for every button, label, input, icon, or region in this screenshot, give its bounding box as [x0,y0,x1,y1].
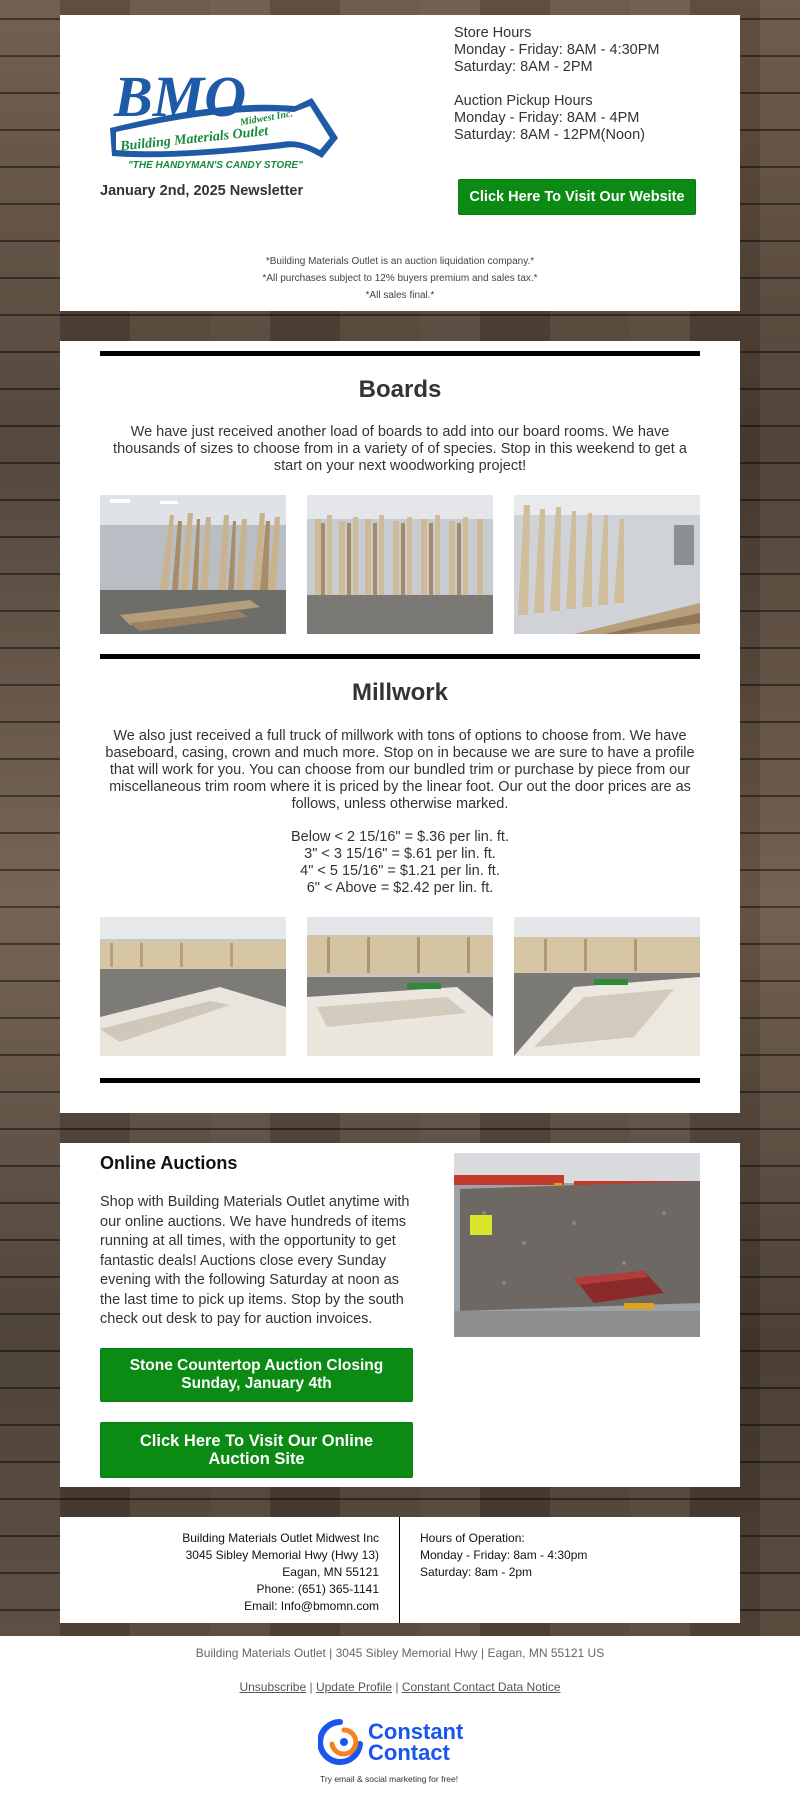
store-hours-saturday: Saturday: 8AM - 2PM [454,59,593,75]
visit-website-button[interactable]: Click Here To Visit Our Website [458,179,696,215]
contact-address-block [60,1517,400,1623]
bmo-logo-graphic [100,50,340,180]
constant-contact-logo-graphic [318,1716,488,1788]
data-notice-link[interactable]: Constant Contact Data Notice [401,1680,561,1694]
contact-hours-saturday: Saturday: 8am - 2pm [420,1565,533,1579]
contact-phone[interactable]: Phone: (651) 365-1141 [256,1582,379,1596]
contact-city: Eagan, MN 55121 [282,1565,379,1579]
store-hours-title: Store Hours [454,25,532,41]
boards-body: We have just received another load of boards to add into our board rooms. We have thousands of sizes to choose from in a variety of of species. Stop in this weekend to get a start on your next woodworking project! [113,424,687,474]
contact-hours-block [420,1530,587,1581]
disclaimer-line-2: *All purchases subject to 12% buyers premium and sales tax.* [262,273,538,284]
contact-hours-weekday: Monday - Friday: 8am - 4:30pm [420,1548,588,1562]
millwork-photo-2[interactable] [307,917,493,1056]
auction-panel [60,1143,740,1487]
pickup-hours-weekday: Monday - Friday: 8AM - 4PM [454,110,640,126]
millwork-price-item: 3" < 3 15/16" = $.61 per lin. ft. [304,846,496,862]
boards-photo-2[interactable] [307,495,493,634]
countertop-auction-button[interactable]: Stone Countertop Auction Closing Sunday, January 4th [100,1348,413,1402]
contact-email[interactable]: Email: Info@bmomn.com [244,1599,379,1613]
constant-contact-logo[interactable] [318,1716,488,1788]
millwork-body: We also just received a full truck of millwork with tons of options to choose from. We have baseboard, casing, crown and much more. Stop on in because we are sure to have a profile that will work for you. You can choose from our bundled trim or purchase by piece from our miscellaneous trim room where it is priced by the linear foot. Our out the door prices are as follows, unless otherwise marked. [105,728,695,812]
millwork-photo-1[interactable] [100,917,286,1056]
logo-brand-text: BMO [114,64,247,129]
cc-brand-line1: Constant [368,1719,464,1744]
footer-address: Building Materials Outlet | 3045 Sibley Memorial Hwy | Eagan, MN 55121 US [195,1646,605,1660]
boards-photo-3[interactable] [514,495,700,634]
millwork-price-item: Below < 2 15/16" = $.36 per lin. ft. [291,829,509,845]
unsubscribe-link[interactable]: Unsubscribe [239,1680,307,1694]
disclaimer [60,253,740,304]
cc-brand-line2: Contact [368,1740,450,1765]
store-hours-block [454,25,660,144]
online-auction-site-button[interactable]: Click Here To Visit Our Online Auction Site [100,1422,413,1478]
contact-street: 3045 Sibley Memorial Hwy (Hwy 13) [185,1548,379,1562]
pickup-hours-saturday: Saturday: 8AM - 12PM(Noon) [454,127,645,143]
boards-photo-1[interactable] [100,495,286,634]
boards-title: Boards [358,376,442,403]
auctions-body: Shop with Building Materials Outlet anytime with our online auctions. We have hundreds of items running at all times, with the opportunity to get fantastic deals! Auctions close every Sunday evening with the following Saturday at noon as the last time to pick up items. Stop by the south check out desk to pay for auction invoices. [100,1194,410,1327]
contact-hours-title: Hours of Operation: [420,1531,525,1545]
millwork-price-item: 6" < Above = $2.42 per lin. ft. [306,880,494,896]
footer-separator: | [309,1680,313,1694]
store-hours-weekday: Monday - Friday: 8AM - 4:30PM [454,42,660,58]
millwork-price-list [100,829,700,897]
footer-links [0,1680,800,1694]
newsletter-date: January 2nd, 2025 Newsletter [100,183,304,199]
contact-company: Building Materials Outlet Midwest Inc [182,1531,379,1545]
disclaimer-line-1: *Building Materials Outlet is an auction liquidation company.* [265,256,535,267]
logo-name-line1: Building Materials Outlet [119,123,269,155]
content-panel [60,341,740,1113]
section-divider [100,351,700,356]
contact-panel [60,1517,740,1623]
auctions-title: Online Auctions [100,1153,238,1173]
bmo-logo [100,50,340,180]
section-divider [100,654,700,659]
section-divider [100,1078,700,1083]
pickup-hours-title: Auction Pickup Hours [454,93,593,109]
millwork-price-item: 4" < 5 15/16" = $1.21 per lin. ft. [300,863,500,879]
millwork-photo-3[interactable] [514,917,700,1056]
logo-name-line2: Midwest Inc. [239,108,294,129]
footer-separator: | [395,1680,399,1694]
logo-tagline: "THE HANDYMAN'S CANDY STORE" [128,160,303,171]
millwork-title: Millwork [351,679,448,706]
header-panel [60,15,740,311]
update-profile-link[interactable]: Update Profile [315,1680,392,1694]
countertop-photo[interactable] [454,1153,700,1337]
cc-tagline: Try email & social marketing for free! [320,1774,459,1784]
disclaimer-line-3: *All sales final.* [365,290,435,301]
